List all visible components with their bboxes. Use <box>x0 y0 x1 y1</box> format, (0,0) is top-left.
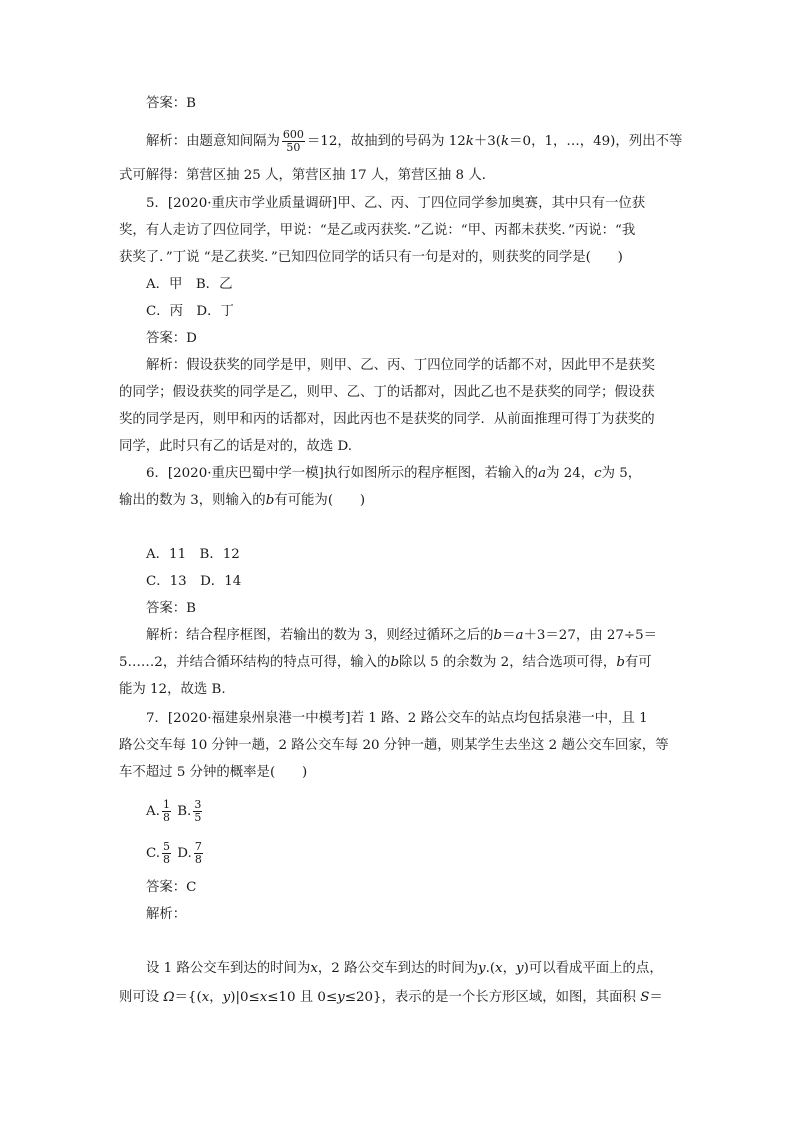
q5-explanation-line-2: 的同学；假设获奖的同学是乙，则甲、乙、丁的话都对，因此乙也不是获奖的同学；假设获 <box>119 385 655 400</box>
q7-explanation-line-1: 设 1 路公交车到达的时间为x，2 路公交车到达的时间为y.(x，y)可以看成平面上的点， <box>146 961 663 976</box>
q5-explanation-line-1: 解析：假设获奖的同学是甲，则甲、乙、丙、丁四位同学的话都不对，因此甲不是获奖 <box>146 358 655 373</box>
q7-stem-line-3: 车不超过 5 分钟的概率是( ) <box>119 765 308 780</box>
fraction: $\frac{1}{8}$ <box>162 798 170 824</box>
q7-answer: 答案：C <box>146 880 197 895</box>
q4-answer: 答案：B <box>146 96 197 111</box>
q4-explanation-line-2: 式可解得：第营区抽 25 人，第营区抽 17 人，第营区抽 8 人． <box>119 168 496 183</box>
q7-options-cd: C. $\frac{5}{8}$ D. $\frac{7}{8}$ <box>146 840 202 866</box>
q5-stem-line-1: 5．[2020·重庆市学业质量调研]甲、乙、丙、丁四位同学参加奥赛，其中只有一位获 <box>146 196 646 211</box>
q4-explanation-line-1: 解析：由题意知间隔为 $\frac{600}{50}$ ＝12，故抽到的号码为 12k＋3(k＝0，1，…，49)，列出不等 <box>146 128 683 154</box>
q5-stem-line-3: 获奖了．”丁说 “是乙获奖．”已知四位同学的话只有一句是对的，则获奖的同学是( ) <box>119 250 623 265</box>
q6-stem-line-1: 6．[2020·重庆巴蜀中学一模]执行如图所示的程序框图，若输入的a为 24，c为 5， <box>146 466 642 481</box>
fraction: $\frac{600}{50}$ <box>282 128 304 154</box>
q6-stem-line-2: 输出的数为 3，则输入的b有可能为( ) <box>119 493 366 508</box>
q5-explanation-line-4: 同学，此时只有乙的话是对的，故选 D. <box>119 439 353 454</box>
q7-options-ab: A. $\frac{1}{8}$ B. $\frac{3}{5}$ <box>146 798 202 824</box>
q7-stem-line-1: 7．[2020·福建泉州泉港一中模考]若 1 路、2 路公交车的站点均包括泉港一中，且 1 <box>146 711 648 726</box>
fraction: $\frac{7}{8}$ <box>194 840 202 866</box>
q7-explanation-label: 解析： <box>146 907 187 922</box>
q5-options-cd: C．丙 D．丁 <box>146 304 234 319</box>
fraction: $\frac{3}{5}$ <box>194 798 202 824</box>
q5-stem-line-2: 奖，有人走访了四位同学，甲说：“是乙或丙获奖．”乙说：“甲、丙都未获奖．”丙说：“我 <box>119 223 636 238</box>
q6-explanation-line-1: 解析：结合程序框图，若输出的数为 3，则经过循环之后的b＝a＋3＝27，由 27÷5＝ <box>146 628 658 643</box>
q6-explanation-line-2: 5……2，并结合循环结构的特点可得，输入的b除以 5 的余数为 2，结合选项可得，b有可 <box>119 655 652 670</box>
q6-options-cd: C．13 D．14 <box>146 574 242 589</box>
q5-explanation-line-3: 奖的同学是丙，则甲和丙的话都对，因此丙也不是获奖的同学．从前面推理可得丁为获奖的 <box>119 412 655 427</box>
q6-answer: 答案：B <box>146 601 197 616</box>
q7-stem-line-2: 路公交车每 10 分钟一趟，2 路公交车每 20 分钟一趟，则某学生去坐这 2 趟公交车回家，等 <box>119 738 669 753</box>
q6-options-ab: A．11 B．12 <box>146 547 240 562</box>
q5-options-ab: A．甲 B．乙 <box>146 277 233 292</box>
q5-answer: 答案：D <box>146 331 197 346</box>
q7-explanation-line-2: 则可设 Ω＝{(x，y)|0≤x≤10 且 0≤y≤20}，表示的是一个长方形区域，如图，其面积 S＝ <box>119 990 663 1005</box>
q6-explanation-line-3: 能为 12，故选 B. <box>119 682 226 697</box>
fraction: $\frac{5}{8}$ <box>163 840 171 866</box>
